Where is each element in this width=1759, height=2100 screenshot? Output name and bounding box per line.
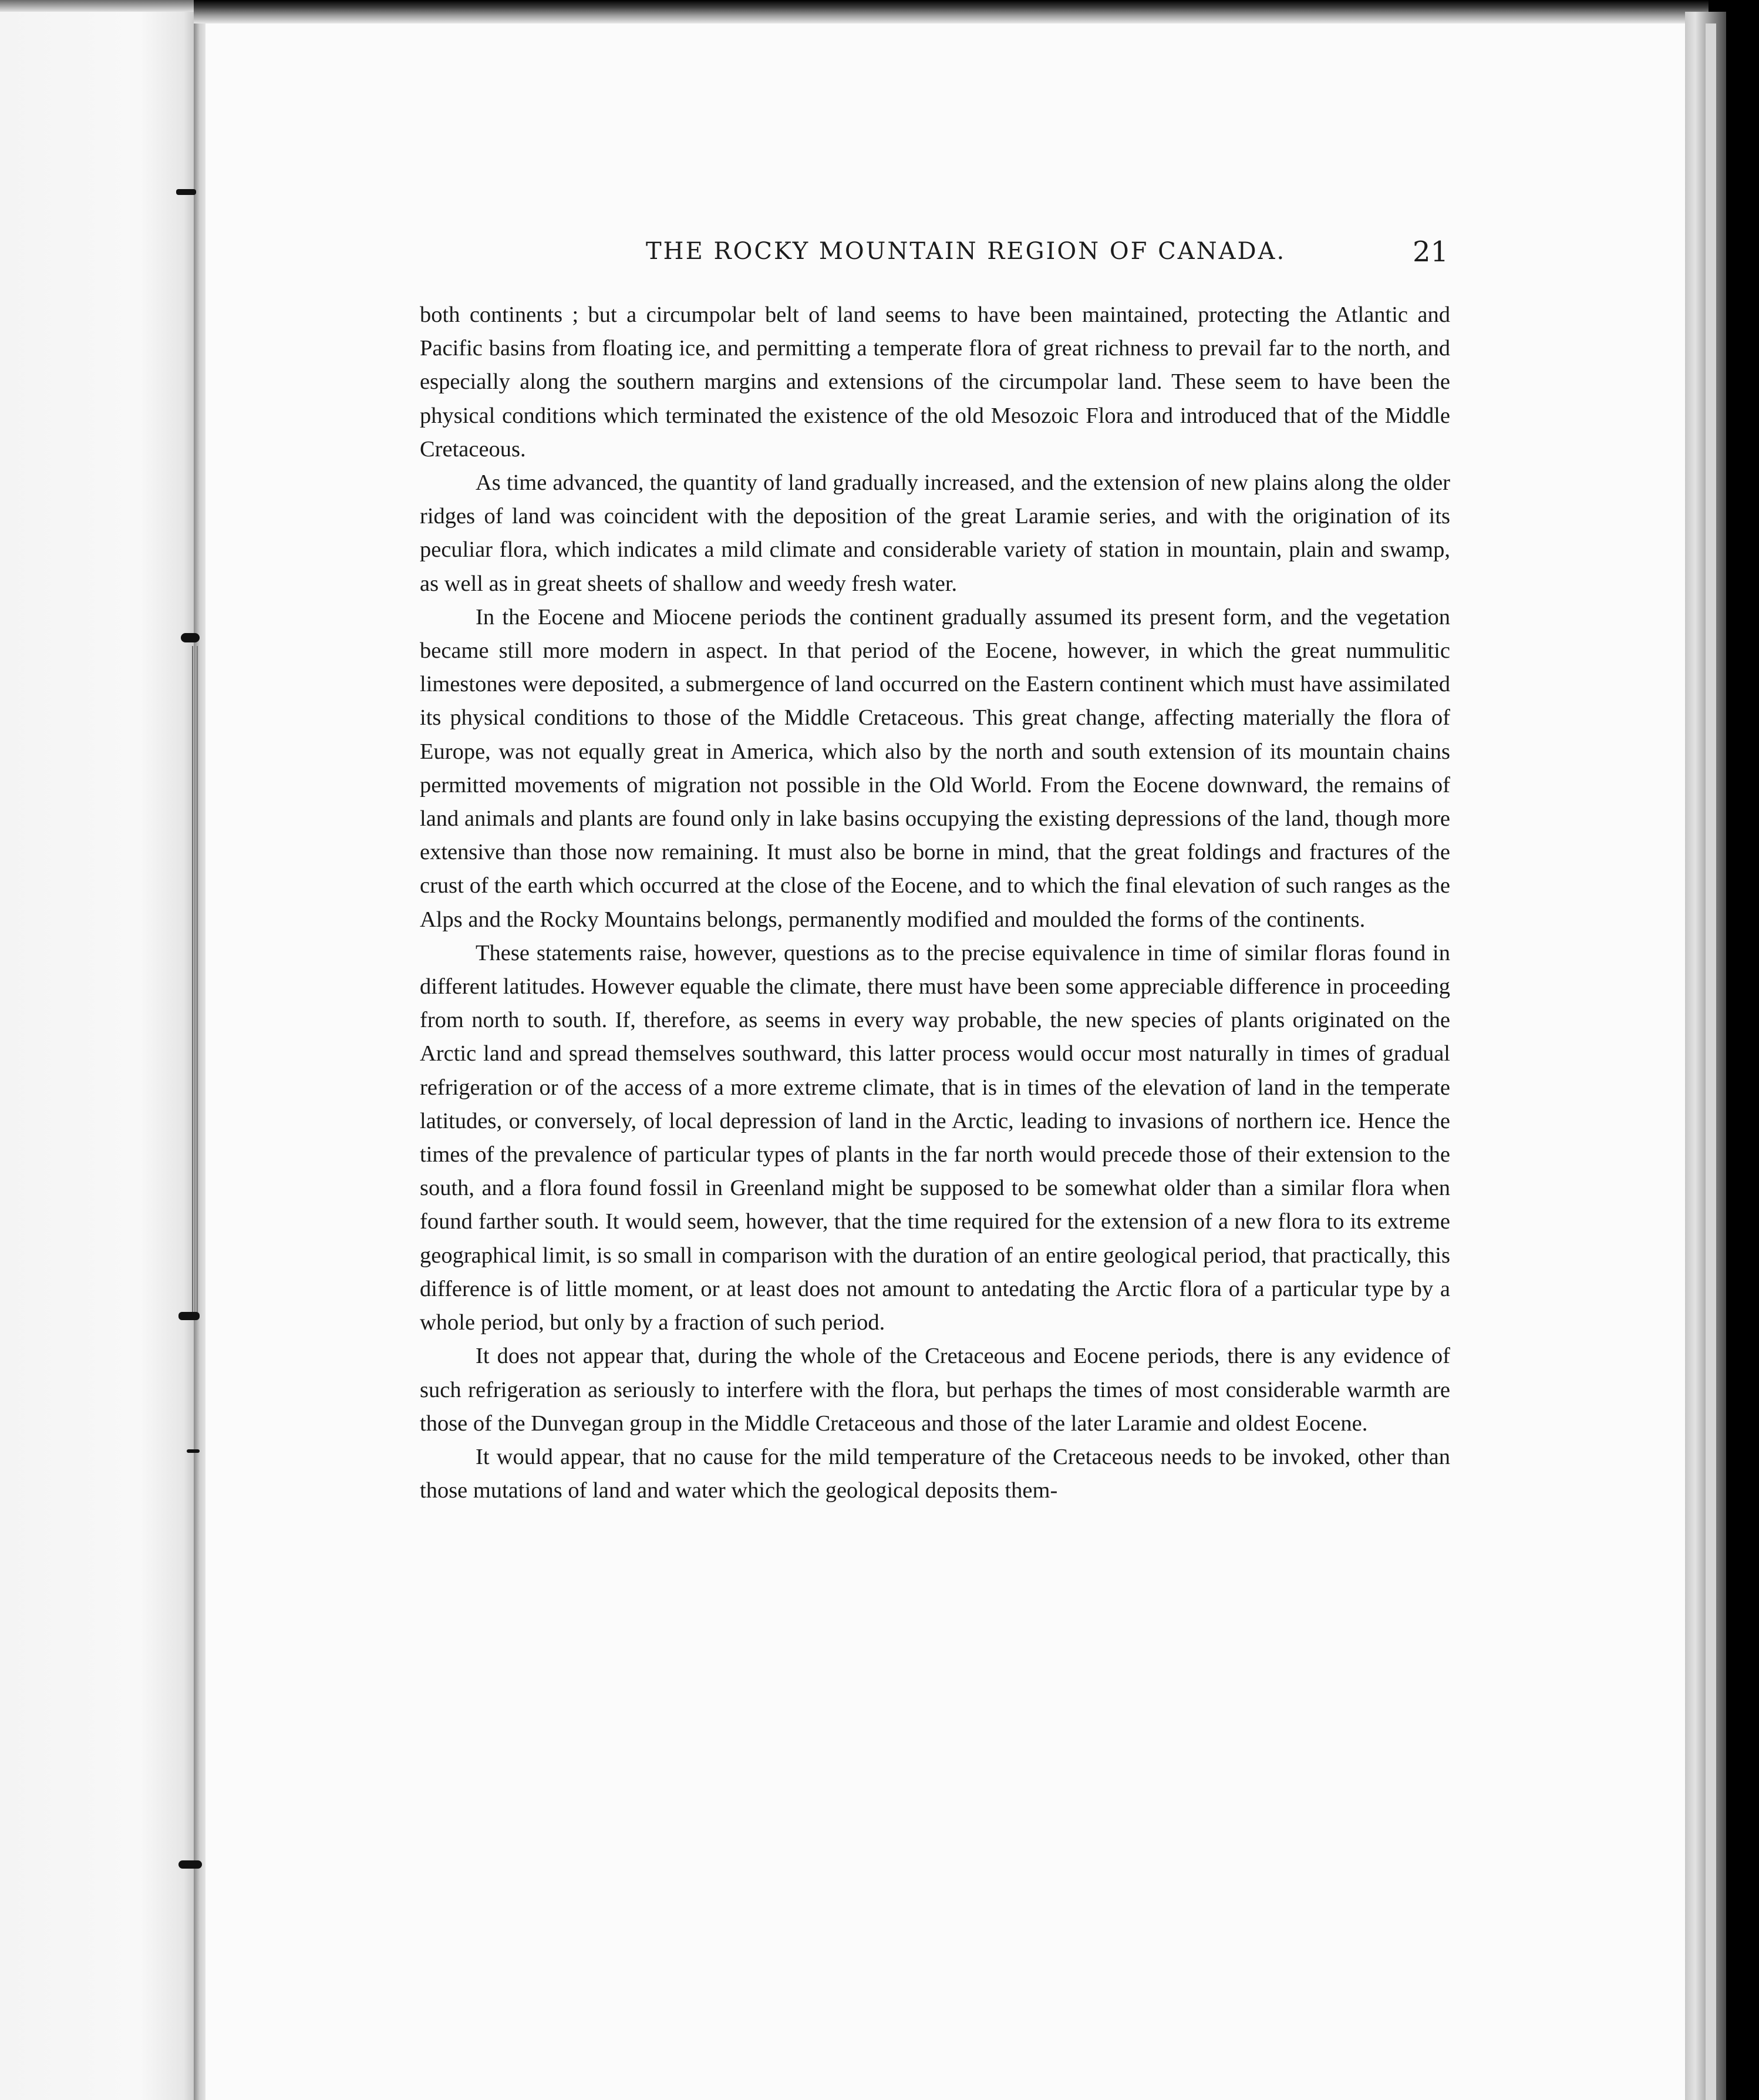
binding-stitch <box>178 1860 202 1869</box>
binding-stitch <box>178 1312 200 1320</box>
top-shadow-left <box>0 0 200 12</box>
running-header <box>646 235 1644 279</box>
top-shadow <box>194 0 1709 23</box>
paragraph: It does not appear that, during the whole of the Cretaceous and Eocene periods, there is any evidence of such refrigeration as seriously to interfere with the flora, but perhaps the times of most considerable warmth are those of the Dunvegan group in the Middle Cretaceous and those of the later Laramie and oldest Eocene. <box>420 1344 1450 1436</box>
paragraph: It would appear, that no cause for the mild temperature of the Cretaceous needs to be invoked, other than those mutations of land and water which the geological deposits them- <box>420 1444 1450 1503</box>
page-stack-edge-inner <box>1706 23 1716 2100</box>
binding-thread <box>192 646 198 1315</box>
paragraph: In the Eocene and Miocene periods the continent gradually assumed its present form, and the vegetation became still more modern in aspect. In that period of the Eocene, however, in which the great nummulitic limestones were deposited, a submergence of land occurred on the Eastern continent which must have assimilated its physical conditions to those of the Middle Cretaceous. This great change, affecting materially the flora of Europe, was not equally great in America, which also by the north and south extension of its mountain chains permitted movements of migration not possible in the Old World. From the Eocene downward, the remains of land animals and plants are found only in lake basins occupying the existing depressions of the land, though more extensive than those now remaining. It must also be borne in mind, that the great foldings and fractures of the crust of the earth which occurred at the close of the Eocene, and to which the final elevation of such ranges as the Alps and the Rocky Mountains belongs, permanently modified and moulded the forms of the continents. <box>420 604 1450 932</box>
facing-page-edge <box>0 0 200 2100</box>
binding-stitch <box>176 189 196 195</box>
binding-stitch <box>187 1449 200 1453</box>
running-title: THE ROCKY MOUNTAIN REGION OF CANADA. <box>646 238 1286 265</box>
page-number: 21 <box>1413 235 1449 268</box>
binding-stitch <box>181 633 200 642</box>
paragraph: As time advanced, the quantity of land gradually increased, and the extension of new plains along the older ridges of land was coincident with the deposition of the great Laramie series, and with the origination of its peculiar flora, which indicates a mild climate and considerable variety of station in mountain, plain and swamp, as well as in great sheets of shallow and weedy fresh water. <box>420 470 1450 596</box>
body-text <box>420 298 1450 1507</box>
paragraph: both continents ; but a circumpolar belt of land seems to have been maintained, protecting the Atlantic and Pacific basins from floating ice, and permitting a temperate flora of great richness to prevail far to the north, and especially along the southern margins and extensions of the circumpolar land. These seem to have been the physical conditions which terminated the existence of the old Mesozoic Flora and introduced that of the Middle Cretaceous. <box>420 302 1450 462</box>
paragraph: These statements raise, however, questions as to the precise equivalence in time of similar floras found in different latitudes. However equable the climate, there must have been some appreciable difference in proceeding from north to south. If, therefore, as seems in every way probable, the new species of plants originated on the Arctic land and spread themselves southward, this latter process would occur most naturally in times of gradual refrigeration or of the access of a more extreme climate, that is in times of the elevation of land in the temperate latitudes, or conversely, of local depression of land in the Arctic, leading to invasions of northern ice. Hence the times of the prevalence of particular types of plants in the far north would precede those of their extension to the south, and a flora found fossil in Greenland might be supposed to be somewhat older than a similar flora when found farther south. It would seem, however, that the time required for the extension of a new flora to its extreme geographical limit, is so small in comparison with the duration of an entire geological period, that practically, this difference is of little moment, or at least does not amount to antedating the Arctic flora of a particular type by a whole period, but only by a fraction of such period. <box>420 940 1450 1335</box>
